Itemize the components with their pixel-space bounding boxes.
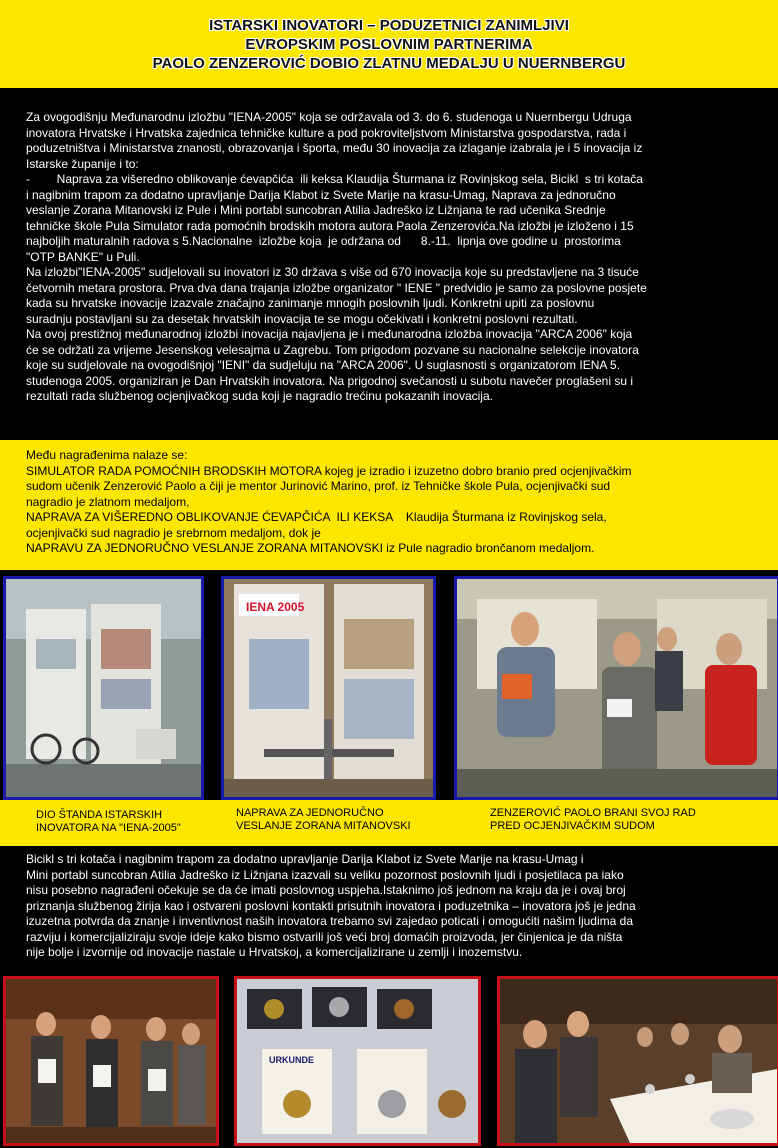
closing-line: Bicikl s tri kotača i nagibnim trapom za dodatno upravljanje Darija Klabot iz Svete Marije na krasu-Umag i <box>26 852 584 866</box>
intro-line: tehničke škole Pula Simulator rada pomoćnih brodskih motora autora Paola Zenzerovića.Na izložbi je izloženo i 15 <box>26 218 634 233</box>
intro-line: Na ovoj prestižnoj međunarodnoj izložbi inovacija najavljena je i međunarodna izložba inovacija "ARCA 2006" koja <box>26 327 633 341</box>
intro-line: veslanje Zorana Mitanovski iz Pule i Mini portabl suncobran Atilia Jadreško iz Ližnjana te rad učenika Srednje <box>26 203 606 217</box>
closing-line: nisu posebno nagrađeni očekuje se da će imati poslovnog uspjeha.Istaknimo još jednom na kraju da je i ovaj broj <box>26 883 626 897</box>
intro-line: Na izložbi"IENA-2005" sudjelovali su inovatori iz 30 država s više od 670 inovacija koje su predstavljene na 3 tisuće <box>26 265 639 279</box>
intro-line: suradnju postavljani su za desetak hrvatskih inovacija te se mogu očekivati i konkretni poslovni rezultati. <box>26 311 578 326</box>
intro-line: četvornih metara prostora. Prva dva dana trajanja izložbe organizator " IENE " predvidio je samo za poslovne posjete <box>26 280 647 295</box>
intro-line: "OTP BANKE" u Puli. <box>26 249 140 264</box>
awards-line: Među nagrađenima nalaze se: <box>26 448 188 462</box>
intro-line: studenoga 2005. organiziran je Dan Hrvatskih inovatora. Na prigodnoj svečanosti u subotu navečer proglašeni su i <box>26 373 634 388</box>
certificate-label: URKUNDE <box>269 1055 314 1065</box>
headline-line-1: ISTARSKI INOVATORI – PODUZETNICI ZANIMLJIVI <box>209 17 569 34</box>
intro-article <box>26 110 756 405</box>
photo-medals-certificates <box>234 976 481 1146</box>
intro-line: rezultati rada službenog ocjenjivačkog suda koji je nagradio trećinu pokazanih inovacija. <box>26 389 493 403</box>
intro-line: i nagibnim trapom za dodatno upravljanje Darija Klabot iz Svete Marije na krasu-Umag, Naprava za jednoručno <box>26 187 616 202</box>
header-banner <box>0 0 778 88</box>
closing-line: Mini portabl suncobran Atilia Jadreško iz Ližnjana izazvali su veliku pozornost poslovnih ljudi i posjetilaca pa iako <box>26 867 624 882</box>
photo-rowing-device <box>221 576 436 800</box>
captions-band <box>0 800 778 846</box>
iena-banner-text: IENA 2005 <box>246 600 305 614</box>
intro-line: najboljih maturalnih radova s 5.Nacionalne izložbe koja je održana od 8.-11. lipnja ove godine u prostorima <box>26 234 621 248</box>
awards-line: sudom učenik Zenzerović Paolo a čiji je mentor Jurinović Marino, prof. iz Tehničke škole Pula, ocjenjivački sud <box>26 479 611 493</box>
photo-zenzerovic-presenting <box>454 576 778 800</box>
closing-article <box>26 852 756 961</box>
closing-line: priznanja službenog žirija kao i ostvareni poslovni kontakti prisutnih inovatora i poduzetnika – inovatora još je jedna <box>26 898 636 913</box>
caption-defending-work: ZENZEROVIĆ PAOLO BRANI SVOJ RAD PRED OCJENJIVAČKIM SUDOM <box>490 807 696 832</box>
awards-line: SIMULATOR RADA POMOĆNIH BRODSKIH MOTORA kojeg je izradio i izuzetno dobro branio pred ocjenjivačkim <box>26 463 632 478</box>
photo-award-winners <box>3 976 219 1146</box>
closing-line: razviju i komercijaliziraju svoje ideje kako bismo ostvarili još veći broj domaćih proizvoda, jer činjenica je da ništa <box>26 929 623 944</box>
intro-line: Istarske županije i to: <box>26 156 139 171</box>
awards-line: NAPRAVU ZA JEDNORUČNO VESLANJE ZORANA MITANOVSKI iz Pule nagradio brončanom medaljom. <box>26 541 595 555</box>
intro-line: koje su sudjelovale na ovogodišnjoj "IENI" da sudjeluju na "ARCA 2006". U suglasnosti s organizatorom IENA 5. <box>26 358 621 372</box>
photo-istrian-stand <box>3 576 204 800</box>
awards-line: NAPRAVA ZA VIŠEREDNO OBLIKOVANJE ĆEVAPČIĆA ILI KEKSA Klaudija Šturmana iz Rovinjskog sela, <box>26 510 607 524</box>
intro-line: - Naprava za višeredno oblikovanje ćevapčića ili keksa Klaudija Šturmana iz Rovinjskog sela, Bicikl s tri kotača <box>26 172 643 186</box>
closing-line: izuzetna potvrda da znanje i inventivnost naših inovatora trebamo svi zajedao poticati i omogućiti našim ljudima da <box>26 914 634 928</box>
intro-line: kada su hrvatske inovacije izazvale značajno zanimanje mnogih poslovnih ljudi. Konkretni upiti za poslovnu <box>26 296 595 310</box>
intro-line: poduzetništva i Ministarstva znanosti, obrazovanja i športa, među 30 inovacija za izlaganje izabrala je i 5 inovacija iz <box>26 141 643 155</box>
awards-line: nagradio je zlatnom medaljom, <box>26 494 190 509</box>
caption-rowing-device: NAPRAVA ZA JEDNORUČNO VESLANJE ZORANA MITANOVSKI <box>236 807 411 832</box>
awards-line: ocjenjivački sud nagradio je srebrnom medaljom, dok je <box>26 525 321 540</box>
intro-line: Za ovogodišnju Međunarodnu izložbu "IENA-2005" koja se održavala od 3. do 6. studenoga u Nuernbergu Udruga <box>26 110 632 124</box>
headline-line-2: EVROPSKIM POSLOVNIM PARTNERIMA <box>245 36 533 53</box>
headline-line-3: PAOLO ZENZEROVIĆ DOBIO ZLATNU MEDALJU U NUERNBERGU <box>152 55 626 72</box>
photo-celebration-dinner <box>497 976 778 1146</box>
closing-line: nije bolje i izvornije od inovacije nastale u Hrvatskoj, a komercijalizirane u zemlji i inozemstvu. <box>26 945 523 959</box>
intro-line: će se održati za vrijeme Jesenskog velesajma u Zagrebu. Tom prigodom pozvane su nacionalne selekcije inovatora <box>26 342 639 357</box>
intro-line: inovatora Hrvatske i Hrvatska zajednica tehničke kulture a pod pokroviteljstvom Ministarstva gospodarstva, rada i <box>26 125 627 140</box>
awards-panel <box>0 440 778 570</box>
caption-stand: DIO ŠTANDA ISTARSKIH INOVATORA NA "IENA-2005" <box>36 809 181 834</box>
